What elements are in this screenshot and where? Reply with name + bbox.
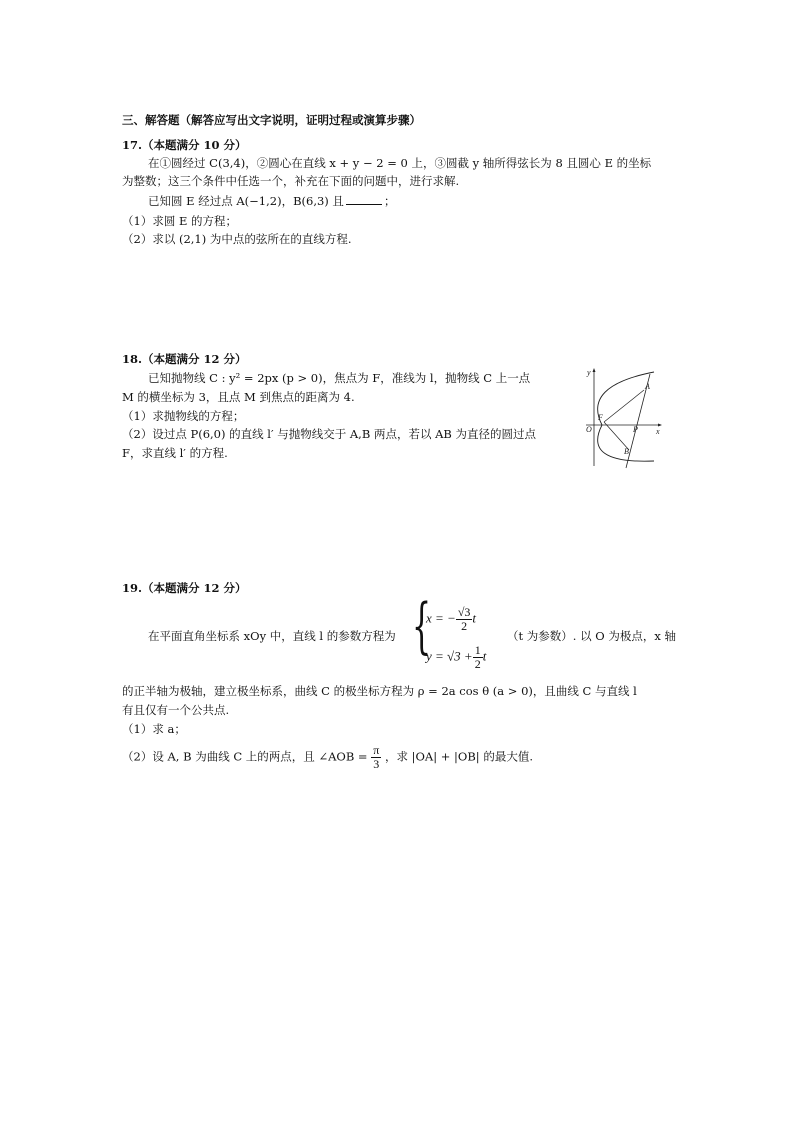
q19-eq-y-t: t (482, 648, 487, 664)
q19-line3: 有且仅有一个公共点. (122, 703, 230, 717)
q19-intro: 在平面直角坐标系 xOy 中，直线 l 的参数方程为 (148, 629, 396, 643)
q19-after: （t 为参数）. 以 O 为极点，x 轴 (507, 629, 676, 643)
q17-line3 (148, 193, 395, 209)
q17-line3-text: 已知圆 E 经过点 A(−1,2)，B(6,3) 且 (148, 194, 344, 208)
q19-eq-x (426, 606, 476, 633)
q19-sub1: （1）求 a； (122, 722, 186, 736)
q17-number: 17.（本题满分 10 分） (122, 138, 247, 152)
q18-line1: 已知抛物线 C : y² = 2px (p > 0)，焦点为 F，准线为 l，抛物线 C 上一点 (148, 371, 531, 385)
q19-eq-x-t: t (472, 610, 477, 626)
y-axis-arrow (593, 368, 596, 372)
q19-sub2 (122, 744, 533, 771)
q19-brace: { (412, 591, 432, 661)
q17-line1: 在①圆经过 C(3,4)，②圆心在直线 x + y − 2 = 0 上，③圆截 y 轴所得弦长为 8 且圆心 E 的坐标 (148, 156, 652, 170)
q17-answer-blank (346, 194, 382, 205)
q19-eq-x-lhs: x = − (426, 610, 456, 626)
q19-sub2-frac (371, 744, 381, 771)
q19-eq-y-frac (473, 644, 483, 671)
q19-eq-x-den: 2 (461, 619, 468, 633)
q19-eq-y (426, 644, 486, 671)
q19-eq-x-frac (456, 606, 473, 633)
q17-sub2: （2）求以 (2,1) 为中点的弦所在的直线方程. (122, 232, 352, 246)
q18-line2: M 的横坐标为 3，且点 M 到焦点的距离为 4. (122, 390, 355, 404)
label-a: A (645, 382, 650, 391)
q19-eq-y-den: 2 (474, 657, 481, 671)
label-x: x (656, 427, 660, 436)
q19-eq-y-num: 1 (474, 643, 481, 657)
q17-line3-end: ； (383, 194, 396, 208)
parabola-figure (582, 366, 662, 470)
q18-sub2b: F，求直线 l′ 的方程. (122, 446, 228, 460)
q17-sub1: （1）求圆 E 的方程； (122, 214, 238, 228)
label-y: y (587, 368, 591, 377)
label-o: O (586, 425, 592, 434)
q19-sub2-end: ，求 |OA| + |OB| 的最大值. (384, 749, 533, 764)
q19-sub2-num: π (373, 743, 380, 757)
section-title: 三、解答题（解答应写出文字说明，证明过程或演算步骤） (122, 113, 421, 127)
q18-sub2: （2）设过点 P(6,0) 的直线 l′ 与抛物线交于 A,B 两点，若以 AB 为直径的圆过点 (122, 427, 537, 441)
segment-fa (604, 390, 644, 422)
label-f: F (598, 413, 603, 422)
label-b: B (624, 447, 629, 456)
q19-sub2-text: （2）设 A, B 为曲线 C 上的两点，且 ∠AOB = (122, 749, 368, 764)
q19-sub2-den: 3 (373, 757, 380, 771)
segment-fb (604, 422, 629, 450)
q18-number: 18.（本题满分 12 分） (122, 352, 247, 366)
q17-line2: 为整数；这三个条件中任选一个，补充在下面的问题中，进行求解. (122, 174, 460, 188)
q18-sub1: （1）求抛物线的方程； (122, 409, 245, 423)
q19-eq-y-lhs: y = √3 + (426, 648, 473, 664)
label-p: P (633, 425, 638, 434)
q19-number: 19.（本题满分 12 分） (122, 581, 247, 595)
q19-eq-x-num: √3 (457, 605, 471, 619)
q19-line2: 的正半轴为极轴，建立极坐标系，曲线 C 的极坐标方程为 ρ = 2a cos θ (a > 0)，且曲线 C 与直线 l (122, 684, 637, 698)
